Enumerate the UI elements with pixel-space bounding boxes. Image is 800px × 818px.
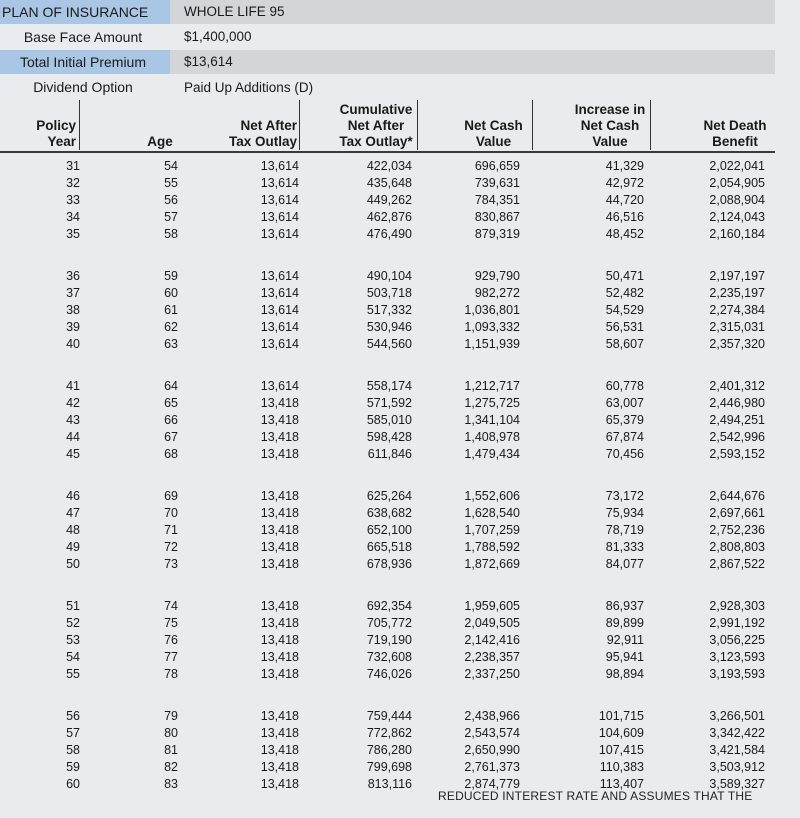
cell-net-death-benefit: 3,266,501 [709,709,765,723]
header-line: Tax Outlay [228,134,297,149]
cell-increase-net-cash: 73,172 [605,489,644,503]
cell-net-cash-value: 1,212,717 [464,379,520,393]
cell-increase-net-cash: 89,899 [605,616,644,630]
cell-net-cash-value: 2,543,574 [464,726,520,740]
cell-net-death-benefit: 3,056,225 [709,633,765,647]
cell-net-death-benefit: 2,274,384 [709,303,765,317]
cell-policy-year: 51 [66,599,80,613]
dividend-row [0,75,775,99]
cell-age: 55 [164,176,178,190]
cell-net-death-benefit: 3,123,593 [709,650,765,664]
cell-net-after-tax-outlay: 13,614 [260,286,299,300]
cell-net-death-benefit: 2,593,152 [709,447,765,461]
cell-increase-net-cash: 50,471 [605,269,644,283]
cell-cumulative-outlay: 625,264 [366,489,412,503]
cell-net-cash-value: 1,275,725 [464,396,520,410]
table-row [0,505,790,522]
cell-net-after-tax-outlay: 13,418 [260,430,299,444]
cell-cumulative-outlay: 558,174 [366,379,412,393]
cell-net-after-tax-outlay: 13,418 [260,650,299,664]
cell-net-cash-value: 1,408,978 [464,430,520,444]
cell-increase-net-cash: 70,456 [605,447,644,461]
table-row [0,598,790,615]
cell-cumulative-outlay: 719,190 [366,633,412,647]
table-row [0,429,790,446]
cell-cumulative-outlay: 692,354 [366,599,412,613]
cell-increase-net-cash: 75,934 [605,506,644,520]
table-row [0,488,790,505]
cell-net-death-benefit: 2,808,803 [709,540,765,554]
header-line: Net After [347,118,405,133]
cell-net-cash-value: 1,552,606 [464,489,520,503]
face-amount-row [0,25,775,49]
cell-net-cash-value: 2,761,373 [464,760,520,774]
header-divider [0,151,775,153]
cell-net-death-benefit: 2,315,031 [709,320,765,334]
cell-increase-net-cash: 107,415 [598,743,644,757]
cell-policy-year: 49 [66,540,80,554]
table-row [0,378,790,395]
cell-policy-year: 59 [66,760,80,774]
cell-net-death-benefit: 2,197,197 [709,269,765,283]
cell-increase-net-cash: 48,452 [605,227,644,241]
cell-net-after-tax-outlay: 13,418 [260,616,299,630]
plan-info [0,0,775,100]
cell-policy-year: 52 [66,616,80,630]
face-amount-label: Base Face Amount [23,29,143,45]
cell-age: 78 [164,667,178,681]
cell-cumulative-outlay: 705,772 [366,616,412,630]
cell-age: 63 [164,337,178,351]
cell-net-death-benefit: 3,421,584 [709,743,765,757]
cell-policy-year: 55 [66,667,80,681]
cell-net-after-tax-outlay: 13,418 [260,633,299,647]
cell-cumulative-outlay: 813,116 [367,777,412,791]
illustration-table [0,158,790,818]
cell-increase-net-cash: 101,715 [598,709,644,723]
cell-increase-net-cash: 42,972 [605,176,644,190]
cell-net-death-benefit: 2,494,251 [709,413,765,427]
cell-cumulative-outlay: 476,490 [366,227,412,241]
footer-text: REDUCED INTEREST RATE AND ASSUMES THAT THE [438,789,753,803]
cell-cumulative-outlay: 490,104 [366,269,412,283]
cell-policy-year: 33 [66,193,80,207]
cell-increase-net-cash: 92,911 [606,633,644,647]
cell-age: 79 [164,709,178,723]
cell-net-cash-value: 2,337,250 [464,667,520,681]
cell-age: 72 [164,540,178,554]
header-line: Cumulative [339,102,413,117]
cell-increase-net-cash: 63,007 [605,396,644,410]
cell-net-after-tax-outlay: 13,418 [260,599,299,613]
cell-net-cash-value: 1,341,104 [464,413,520,427]
cell-net-cash-value: 696,659 [474,159,520,173]
cell-policy-year: 43 [66,413,80,427]
cell-cumulative-outlay: 571,592 [366,396,412,410]
row-group [0,598,790,683]
cell-net-death-benefit: 3,503,912 [709,760,765,774]
cell-age: 76 [164,633,178,647]
cell-net-death-benefit: 3,342,422 [709,726,765,740]
cell-net-cash-value: 1,628,540 [464,506,520,520]
cell-increase-net-cash: 84,077 [605,557,644,571]
face-amount-value: $1,400,000 [184,29,252,44]
cell-cumulative-outlay: 585,010 [366,413,412,427]
cell-net-after-tax-outlay: 13,418 [260,667,299,681]
header-net-after-tax-outlay [225,100,300,150]
cell-cumulative-outlay: 611,846 [367,447,412,461]
cell-net-death-benefit: 2,542,996 [709,430,765,444]
header-line: Tax Outlay* [339,134,413,149]
cell-net-after-tax-outlay: 13,614 [260,227,299,241]
cell-policy-year: 60 [66,777,80,791]
cell-net-after-tax-outlay: 13,614 [260,269,299,283]
plan-row [0,0,775,24]
cell-increase-net-cash: 95,941 [605,650,644,664]
cell-policy-year: 31 [66,159,80,173]
cell-policy-year: 41 [66,379,80,393]
cell-cumulative-outlay: 652,100 [366,523,412,537]
cell-net-after-tax-outlay: 13,418 [260,540,299,554]
cell-net-cash-value: 1,151,939 [464,337,520,351]
cell-net-death-benefit: 2,928,303 [709,599,765,613]
table-row [0,175,790,192]
cell-net-death-benefit: 2,160,184 [709,227,765,241]
cell-policy-year: 40 [66,337,80,351]
table-row [0,412,790,429]
cell-policy-year: 50 [66,557,80,571]
header-age [140,100,180,150]
row-group [0,488,790,573]
cell-cumulative-outlay: 665,518 [366,540,412,554]
header-line: Net Death [703,118,767,133]
header-line: Net After [240,118,297,133]
table-row [0,632,790,649]
cell-policy-year: 53 [66,633,80,647]
cell-age: 67 [164,430,178,444]
cell-net-death-benefit: 3,193,593 [709,667,765,681]
header-net-death-benefit [700,100,770,150]
cell-policy-year: 54 [66,650,80,664]
cell-cumulative-outlay: 786,280 [366,743,412,757]
cell-policy-year: 32 [66,176,80,190]
cell-cumulative-outlay: 544,560 [366,337,412,351]
cell-age: 65 [164,396,178,410]
cell-increase-net-cash: 81,333 [605,540,644,554]
cell-net-after-tax-outlay: 13,418 [260,743,299,757]
cell-net-cash-value: 2,142,416 [464,633,520,647]
table-row [0,285,790,302]
cell-net-cash-value: 2,874,779 [464,777,520,791]
cell-policy-year: 45 [66,447,80,461]
cell-net-death-benefit: 2,235,197 [709,286,765,300]
cell-increase-net-cash: 78,719 [605,523,644,537]
cell-policy-year: 39 [66,320,80,334]
cell-net-death-benefit: 2,357,320 [709,337,765,351]
cell-age: 80 [164,726,178,740]
cell-policy-year: 35 [66,227,80,241]
premium-label: Total Initial Premium [0,50,170,74]
row-group [0,378,790,463]
table-row [0,268,790,285]
cell-net-after-tax-outlay: 13,614 [260,193,299,207]
cell-policy-year: 34 [66,210,80,224]
table-row [0,446,790,463]
cell-net-cash-value: 830,867 [474,210,520,224]
table-row [0,539,790,556]
cell-age: 77 [164,650,178,664]
table-row [0,759,790,776]
table-row [0,615,790,632]
cell-increase-net-cash: 113,407 [599,777,644,791]
cell-net-after-tax-outlay: 13,614 [260,159,299,173]
cell-cumulative-outlay: 638,682 [366,506,412,520]
cell-net-after-tax-outlay: 13,418 [260,709,299,723]
header-line: Net Cash [464,118,523,133]
cell-net-after-tax-outlay: 13,614 [260,176,299,190]
cell-net-after-tax-outlay: 13,418 [260,777,299,791]
cell-net-cash-value: 784,351 [474,193,520,207]
cell-age: 54 [164,159,178,173]
cell-net-after-tax-outlay: 13,418 [260,396,299,410]
cell-age: 74 [164,599,178,613]
cell-net-cash-value: 1,959,605 [464,599,520,613]
header-net-cash-value [455,100,533,150]
cell-increase-net-cash: 54,529 [605,303,644,317]
header-increase-in-net-cash [570,100,651,150]
cell-net-cash-value: 2,049,505 [464,616,520,630]
cell-net-after-tax-outlay: 13,418 [260,726,299,740]
cell-cumulative-outlay: 422,034 [366,159,412,173]
cell-age: 81 [164,743,178,757]
cell-net-death-benefit: 2,697,661 [709,506,765,520]
cell-age: 57 [164,210,178,224]
cell-age: 62 [164,320,178,334]
header-line: Value [475,134,512,149]
table-row [0,192,790,209]
cell-net-cash-value: 1,479,434 [464,447,520,461]
cell-net-death-benefit: 2,124,043 [709,210,765,224]
cell-age: 68 [164,447,178,461]
cell-net-after-tax-outlay: 13,418 [260,557,299,571]
cell-increase-net-cash: 41,329 [605,159,644,173]
header-line: Benefit [712,134,758,149]
cell-cumulative-outlay: 732,608 [366,650,412,664]
cell-cumulative-outlay: 746,026 [366,667,412,681]
cell-cumulative-outlay: 462,876 [366,210,412,224]
cell-age: 64 [164,379,178,393]
cell-increase-net-cash: 52,482 [605,286,644,300]
cell-age: 73 [164,557,178,571]
cell-net-cash-value: 739,631 [474,176,520,190]
cell-net-death-benefit: 2,088,904 [709,193,765,207]
table-row [0,556,790,573]
cell-net-cash-value: 2,238,357 [464,650,520,664]
cell-age: 60 [164,286,178,300]
cell-cumulative-outlay: 598,428 [366,430,412,444]
header-line: Value [592,134,628,149]
cell-age: 56 [164,193,178,207]
table-row [0,158,790,175]
cell-net-cash-value: 2,438,966 [464,709,520,723]
cell-net-death-benefit: 2,644,676 [709,489,765,503]
cell-net-death-benefit: 2,752,236 [709,523,765,537]
cell-policy-year: 58 [66,743,80,757]
cell-net-death-benefit: 2,991,192 [709,616,765,630]
cell-policy-year: 38 [66,303,80,317]
header-line: Year [47,134,76,149]
cell-net-cash-value: 929,790 [474,269,520,283]
cell-net-death-benefit: 2,867,522 [709,557,765,571]
cell-increase-net-cash: 46,516 [605,210,644,224]
cell-increase-net-cash: 110,383 [599,760,644,774]
dividend-value: Paid Up Additions (D) [184,80,314,95]
cell-increase-net-cash: 44,720 [605,193,644,207]
table-row [0,395,790,412]
cell-cumulative-outlay: 759,444 [366,709,412,723]
cell-net-after-tax-outlay: 13,614 [260,337,299,351]
table-row [0,226,790,243]
header-cumulative-outlay [335,100,418,150]
cell-policy-year: 48 [66,523,80,537]
cell-policy-year: 36 [66,269,80,283]
header-line: Policy [36,118,76,133]
cell-net-after-tax-outlay: 13,418 [260,760,299,774]
header-line: Age [147,134,173,149]
cell-increase-net-cash: 86,937 [605,599,644,613]
cell-increase-net-cash: 60,778 [605,379,644,393]
cell-policy-year: 47 [66,506,80,520]
table-row [0,666,790,683]
header-line: Increase in [574,102,646,117]
plan-value: WHOLE LIFE 95 [170,0,775,24]
cell-policy-year: 44 [66,430,80,444]
cell-cumulative-outlay: 503,718 [366,286,412,300]
cell-net-death-benefit: 2,446,980 [709,396,765,410]
cell-net-cash-value: 1,707,259 [464,523,520,537]
header-line: Net Cash [580,118,640,133]
row-group [0,158,790,243]
cell-cumulative-outlay: 435,648 [366,176,412,190]
cell-increase-net-cash: 98,894 [605,667,644,681]
cell-net-cash-value: 982,272 [474,286,520,300]
cell-net-death-benefit: 2,054,905 [709,176,765,190]
cell-cumulative-outlay: 772,862 [366,726,412,740]
table-row [0,742,790,759]
cell-increase-net-cash: 104,609 [598,726,644,740]
cell-policy-year: 42 [66,396,80,410]
cell-cumulative-outlay: 799,698 [366,760,412,774]
cell-net-after-tax-outlay: 13,418 [260,413,299,427]
table-row [0,319,790,336]
cell-net-after-tax-outlay: 13,614 [260,210,299,224]
cell-age: 82 [164,760,178,774]
cell-age: 83 [164,777,178,791]
cell-cumulative-outlay: 678,936 [366,557,412,571]
cell-net-death-benefit: 2,022,041 [709,159,765,173]
cell-age: 58 [164,227,178,241]
cell-net-after-tax-outlay: 13,614 [260,303,299,317]
cell-net-death-benefit: 3,589,327 [709,777,765,791]
cell-increase-net-cash: 56,531 [605,320,644,334]
cell-net-after-tax-outlay: 13,614 [260,320,299,334]
dividend-label: Dividend Option [33,79,133,95]
cell-net-after-tax-outlay: 13,614 [260,379,299,393]
cell-policy-year: 57 [66,726,80,740]
cell-age: 75 [164,616,178,630]
cell-policy-year: 46 [66,489,80,503]
table-row [0,209,790,226]
cell-age: 71 [164,523,178,537]
table-row [0,725,790,742]
premium-value: $13,614 [170,50,775,74]
cell-age: 69 [164,489,178,503]
table-row [0,336,790,353]
header-policy-year [0,100,80,150]
cell-increase-net-cash: 67,874 [605,430,644,444]
cell-net-cash-value: 2,650,990 [464,743,520,757]
cell-net-after-tax-outlay: 13,418 [260,447,299,461]
cell-policy-year: 56 [66,709,80,723]
cell-increase-net-cash: 58,607 [605,337,644,351]
cell-net-after-tax-outlay: 13,418 [260,523,299,537]
cell-net-cash-value: 1,093,332 [464,320,520,334]
premium-row [0,50,775,74]
cell-cumulative-outlay: 449,262 [366,193,412,207]
cell-net-cash-value: 1,788,592 [464,540,520,554]
cell-net-after-tax-outlay: 13,418 [260,489,299,503]
row-group [0,268,790,353]
cell-age: 61 [164,303,178,317]
cell-net-after-tax-outlay: 13,418 [260,506,299,520]
cell-age: 70 [164,506,178,520]
cell-cumulative-outlay: 517,332 [366,303,412,317]
table-row [0,708,790,725]
row-group [0,708,790,793]
table-row [0,649,790,666]
cell-increase-net-cash: 65,379 [605,413,644,427]
cell-age: 59 [164,269,178,283]
plan-label: PLAN OF INSURANCE [0,0,170,24]
cell-policy-year: 37 [66,286,80,300]
table-row [0,522,790,539]
cell-net-death-benefit: 2,401,312 [709,379,765,393]
cell-net-cash-value: 1,872,669 [464,557,520,571]
cell-cumulative-outlay: 530,946 [366,320,412,334]
cell-net-cash-value: 1,036,801 [464,303,520,317]
cell-age: 66 [164,413,178,427]
table-row [0,302,790,319]
cell-net-cash-value: 879,319 [474,227,520,241]
